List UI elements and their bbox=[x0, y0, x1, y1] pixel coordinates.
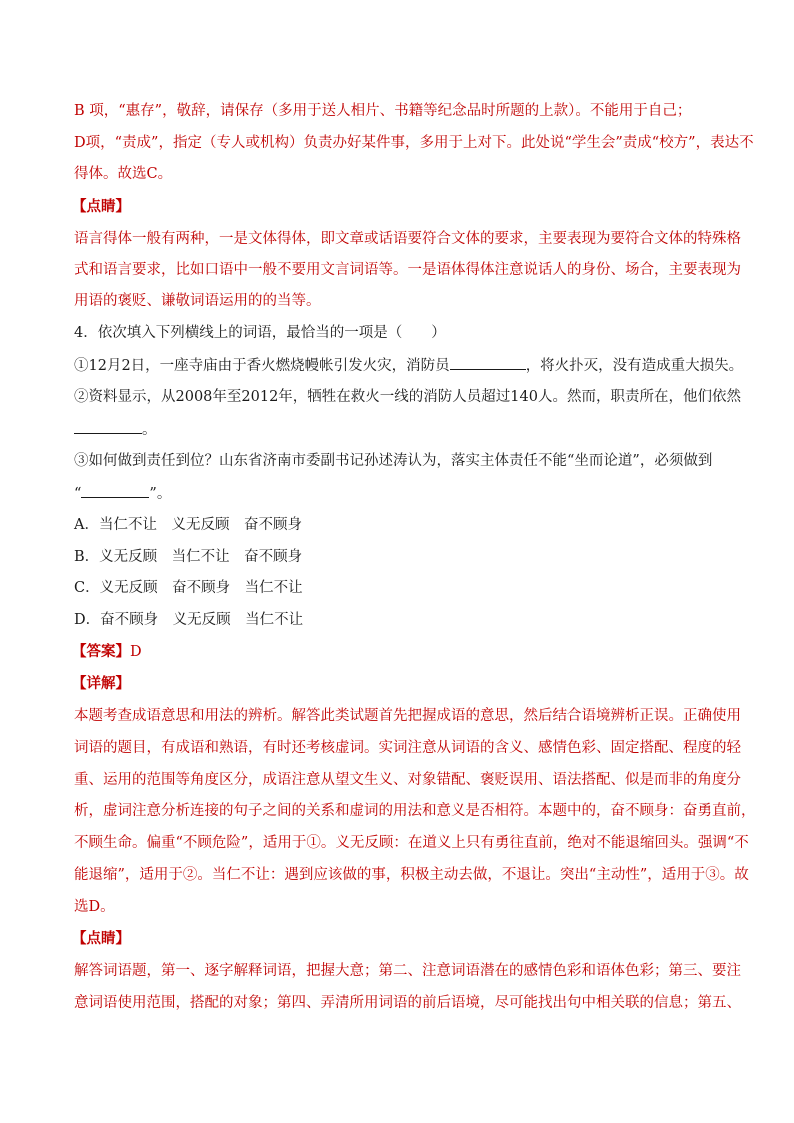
fill-blank bbox=[450, 355, 526, 370]
sentence-text: ①12月2日，一座寺庙由于香火燃烧幔帐引发火灾，消防员 bbox=[74, 358, 450, 374]
detail-paragraph-line: 选D。 bbox=[74, 899, 115, 915]
question-sentence-2-continued bbox=[74, 419, 157, 440]
option-d: D．奋不顾身 义无反顾 当仁不让 bbox=[74, 612, 304, 628]
detail-paragraph-line: 重、运用的范围等角度区分，成语注意从望文生义、对象错配、褒贬误用、语法搭配、似是而非的角度分 bbox=[74, 772, 741, 788]
question-sentence-3: ③如何做到责任到位？山东省济南市委副书记孙述涛认为，落实主体责任不能“坐而论道”，必须做到 bbox=[74, 453, 713, 469]
tips-paragraph-line: 式和语言要求，比如口语中一般不要用文言词语等。一是语体得体注意说话人的身份、场合，主要表现为 bbox=[74, 262, 741, 278]
detail-paragraph-line: 能退缩”，适用于②。当仁不让：遇到应该做的事，积极主动去做，不退让。突出“主动性”，适用于③。故 bbox=[74, 867, 749, 883]
answer-label: 【答案】 bbox=[72, 643, 130, 660]
section-heading-tips: 【点睛】 bbox=[72, 198, 130, 215]
tips-2-paragraph-line: 解答词语题，第一、逐字解释词语，把握大意；第二、注意词语潜在的感情色彩和语体色彩；第三、要注 bbox=[74, 963, 741, 979]
detail-paragraph-line: 不顾生命。偏重“不顾危险”，适用于①。义无反顾：在道义上只有勇往直前，绝对不能退缩回头。强调“不 bbox=[74, 835, 749, 851]
fill-blank bbox=[81, 483, 149, 498]
option-a: A．当仁不让 义无反顾 奋不顾身 bbox=[74, 517, 302, 533]
explanation-option-d: D项，“责成”，指定（专人或机构）负责办好某件事，多用于上对下。此处说“学生会”责成“校方”，表达不 bbox=[74, 135, 754, 151]
detail-paragraph-line: 析，虚词注意分析连接的句子之间的关系和虚词的用法和意义是否相符。本题中的，奋不顾身：奋勇直前， bbox=[74, 803, 756, 819]
detail-paragraph-line: 词语的题目，有成语和熟语，有时还考核虚词。实词注意从词语的含义、感情色彩、固定搭配、程度的轻 bbox=[74, 740, 741, 756]
section-heading-tips-2: 【点睛】 bbox=[72, 930, 130, 947]
sentence-text: “ bbox=[74, 486, 82, 502]
sentence-text: ，将火扑灭，没有造成重大损失。 bbox=[525, 358, 744, 374]
tips-paragraph-line: 用语的褒贬、谦敬词语运用的的当等。 bbox=[74, 293, 321, 309]
detail-paragraph-line: 本题考查成语意思和用法的辨析。解答此类试题首先把握成语的意思，然后结合语境辨析正误。正确使用 bbox=[74, 708, 741, 724]
option-c: C．义无反顾 奋不顾身 当仁不让 bbox=[74, 580, 303, 596]
question-sentence-3-continued bbox=[74, 483, 171, 504]
section-heading-detail: 【详解】 bbox=[72, 675, 130, 692]
explanation-option-b: B 项，“惠存”，敬辞，请保存（多用于送人相片、书籍等纪念品时所题的上款）。不能用于自己； bbox=[74, 103, 692, 119]
sentence-text: 。 bbox=[142, 422, 157, 438]
question-sentence-1 bbox=[74, 355, 743, 376]
explanation-conclusion: 得体。故选C。 bbox=[74, 166, 173, 182]
answer-line bbox=[72, 642, 142, 662]
question-4-stem: 4．依次填入下列横线上的词语，最恰当的一项是（ ） bbox=[74, 325, 446, 341]
tips-2-paragraph-line: 意词语使用范围，搭配的对象；第四、弄清所用词语的前后语境，尽可能找出句中相关联的信息；第五、 bbox=[74, 995, 741, 1011]
tips-paragraph-line: 语言得体一般有两种，一是文体得体，即文章或话语要符合文体的要求，主要表现为要符合文体的特殊格 bbox=[74, 231, 741, 247]
sentence-text: ”。 bbox=[149, 486, 172, 502]
option-b: B．义无反顾 当仁不让 奋不顾身 bbox=[74, 549, 303, 565]
answer-value: D bbox=[130, 644, 142, 660]
fill-blank bbox=[74, 419, 142, 434]
question-sentence-2: ②资料显示，从2008年至2012年，牺牲在救火一线的消防人员超过140人。然而，职责所在，他们依然 bbox=[74, 389, 741, 405]
